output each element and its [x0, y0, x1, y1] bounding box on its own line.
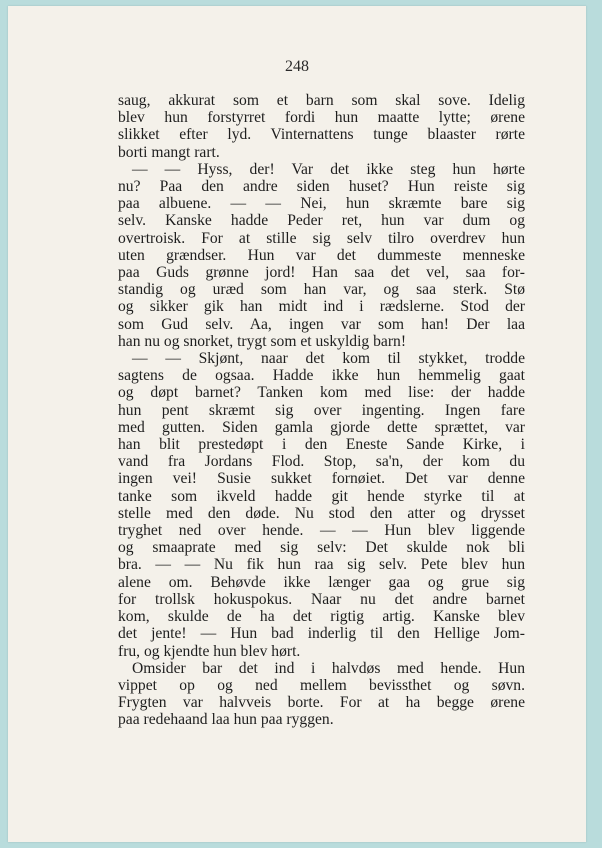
text-line: — — Skjønt, naar det kom til stykket, trodde — [132, 350, 525, 368]
text-line: paa redehaand laa hun paa ryggen. — [118, 711, 334, 729]
text-line: og smaaprate med sig selv: Det skulde nok bli — [118, 539, 525, 557]
text-line: vippet op og ned mellem bevissthet og søvn. — [118, 676, 525, 694]
text-line: nu? Paa den andre siden huset? Hun reiste sig — [118, 178, 525, 196]
text-line: borti mangt rart. — [118, 143, 220, 161]
text-line: — — Hyss, der! Var det ikke steg hun hørte — [132, 160, 525, 178]
text-line: kom, skulde de ha det rigtig artig. Kanske blev — [118, 608, 525, 626]
text-line: tanke som ikveld hadde git hende styrke til at — [118, 487, 525, 505]
text-line: han nu og snorket, trygt som et uskyldig barn! — [118, 332, 407, 350]
text-line: paa albuene. — — Nei, hun skræmte bare sig — [118, 195, 525, 213]
text-line: selv. Kanske hadde Peder ret, hun var dum og — [118, 212, 525, 230]
text-line: bra. — — Nu fik hun raa sig selv. Pete blev hun — [118, 556, 525, 574]
text-line: paa Guds grønne jord! Han saa det vel, saa for- — [118, 264, 525, 282]
text-line: alene om. Behøvde ikke længer gaa og grue sig — [118, 573, 525, 591]
text-line: Frygten var halvveis borte. For at ha begge ørene — [118, 694, 525, 712]
text-line: og sikker gik han midt ind i rædslerne. Stod der — [118, 298, 525, 316]
text-line: ingen vei! Susie sukket fornøiet. Det var denne — [118, 470, 525, 488]
text-line: som Gud selv. Aa, ingen var som han! Der laa — [118, 315, 525, 333]
text-line: overtroisk. For at stille sig selv tilro overdrev hun — [118, 229, 525, 247]
text-line: fru, og kjendte hun blev hørt. — [118, 642, 301, 660]
text-line: saug, akkurat som et barn som skal sove. Idelig — [118, 92, 525, 109]
text-line: og døpt barnet? Tanken kom med lise: der hadde — [118, 384, 525, 402]
text-line: med gutten. Siden gamla gjorde dette sprættet, var — [118, 418, 525, 436]
text-line: tryghet ned over hende. — — Hun blev liggende — [118, 522, 525, 540]
book-page — [8, 6, 586, 842]
text-line: hun pent skræmt sig over ingenting. Ingen fare — [118, 401, 525, 419]
text-line: slikket efter lyd. Vinternattens tunge blaaster rørte — [118, 126, 525, 144]
text-line: uten grændser. Hun var det dummeste menneske — [118, 246, 525, 264]
text-line: blev hun forstyrret fordi hun maatte lytte; ørene — [118, 109, 525, 127]
text-line: det jente! — Hun bad inderlig til den Hellige Jom- — [118, 625, 525, 643]
text-line: standig og uræd som han var, og saa sterk. Stø — [118, 281, 525, 299]
text-line: sagtens de ogsaa. Hadde ikke hun hemmelig gaat — [118, 367, 525, 385]
text-line: han blit prestedøpt i den Eneste Sande Kirke, i — [118, 436, 525, 454]
page-number: 248 — [285, 58, 309, 75]
text-line: stelle med den døde. Nu stod den atter og drysset — [118, 504, 525, 522]
text-line: vand fra Jordans Flod. Stop, sa'n, der kom du — [118, 453, 525, 471]
text-line: for trollsk hokuspokus. Naar nu det andre barnet — [118, 590, 525, 608]
text-line: Omsider bar det ind i halvdøs med hende. Hun — [132, 659, 525, 677]
body-text — [118, 92, 525, 729]
